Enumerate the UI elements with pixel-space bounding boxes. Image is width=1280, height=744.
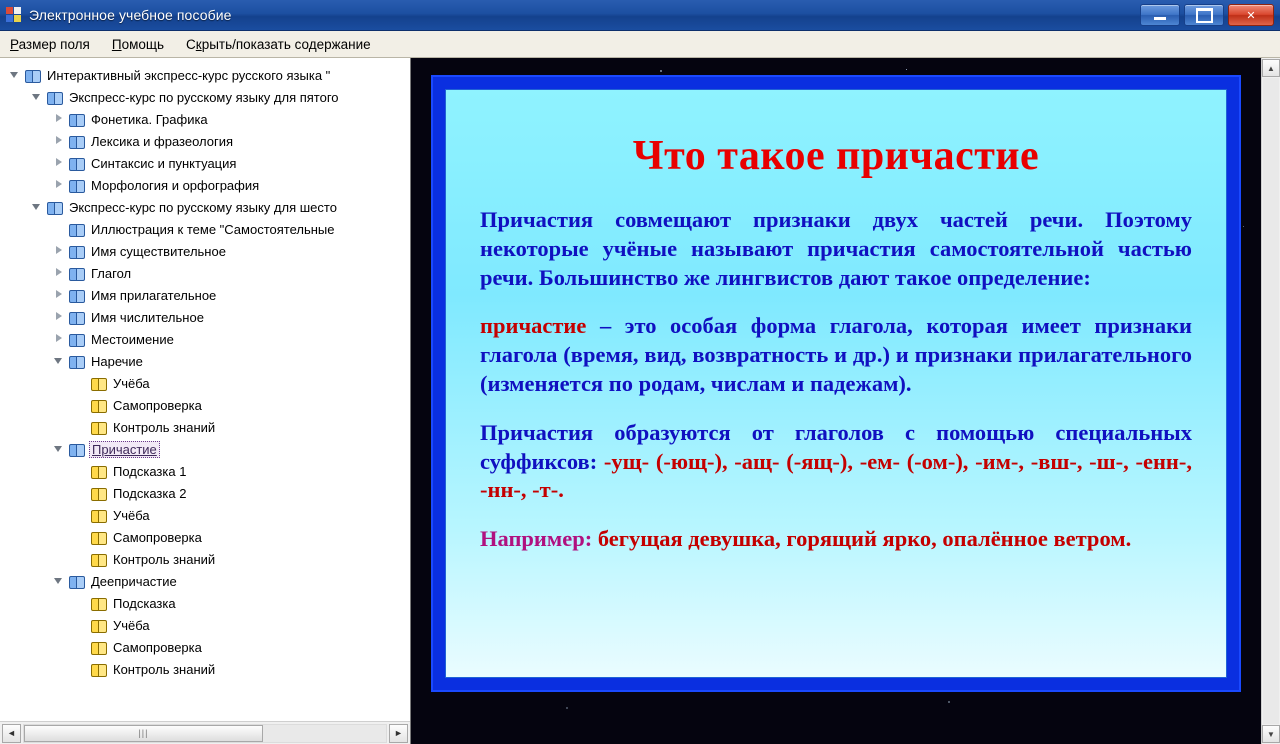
menu-item-help[interactable]: Помощь xyxy=(111,36,165,52)
window-vertical-scrollbar[interactable] xyxy=(1261,58,1280,744)
hscroll-thumb[interactable]: ||| xyxy=(24,725,263,742)
window-controls xyxy=(1140,4,1278,26)
tree-horizontal-scrollbar[interactable] xyxy=(0,721,410,744)
book-icon xyxy=(91,421,106,434)
tree-node-label: Имя прилагательное xyxy=(91,287,217,303)
close-icon: ✕ xyxy=(1246,8,1256,22)
vscroll-track[interactable] xyxy=(1263,78,1279,724)
tree-node-label: Синтаксис и пунктуация xyxy=(91,155,237,171)
slide-example-text: бегущая девушка, горящий ярко, опалённое ветром. xyxy=(592,526,1132,552)
book-icon xyxy=(69,157,84,170)
slide-paragraph-4 xyxy=(480,525,1192,554)
book-icon xyxy=(69,135,84,148)
book-icon xyxy=(69,179,84,192)
book-icon xyxy=(69,267,84,280)
expand-triangle-icon[interactable] xyxy=(54,180,65,191)
book-icon xyxy=(91,663,106,676)
close-button[interactable] xyxy=(1228,4,1274,26)
book-app-icon xyxy=(6,7,23,24)
expand-triangle-icon[interactable] xyxy=(54,158,65,169)
menu-item-field-size[interactable]: Размер поля xyxy=(10,36,90,52)
tree-node-label: Имя числительное xyxy=(91,309,204,325)
tree-node[interactable] xyxy=(0,460,410,482)
book-icon xyxy=(25,69,40,82)
star-dot xyxy=(660,70,662,72)
tree-node[interactable] xyxy=(0,86,410,108)
slide-paragraph-3 xyxy=(480,419,1192,505)
book-icon xyxy=(91,399,106,412)
tree-node[interactable] xyxy=(0,284,410,306)
star-dot xyxy=(906,69,907,70)
expand-triangle-icon[interactable] xyxy=(54,246,65,257)
slide-term-participle: причастие xyxy=(480,313,587,339)
book-icon xyxy=(69,289,84,302)
tree-node-label: Контроль знаний xyxy=(113,551,216,567)
book-icon xyxy=(91,619,106,632)
book-icon xyxy=(91,487,106,500)
tree-node[interactable] xyxy=(0,130,410,152)
tree-node-label: Лексика и фразеология xyxy=(91,133,234,149)
tree-node[interactable] xyxy=(0,262,410,284)
contents-tree[interactable] xyxy=(0,58,410,721)
slide-paragraph-2-rest: – это особая форма глагола, которая имеет признаки глагола (время, вид, возвратность и др.) и признаки прилагательного (изменяется по родам, числам и падежам). xyxy=(480,313,1192,396)
tree-node-label: Местоимение xyxy=(91,331,174,347)
tree-node-label: Самопроверка xyxy=(113,397,202,413)
tree-node[interactable] xyxy=(0,504,410,526)
tree-node-label: Учёба xyxy=(113,617,150,633)
tree-spacer xyxy=(76,598,87,609)
tree-node-label: Самопроверка xyxy=(113,529,202,545)
book-icon xyxy=(69,223,84,236)
book-icon xyxy=(91,597,106,610)
tree-spacer xyxy=(76,488,87,499)
star-dot xyxy=(566,707,568,709)
contents-tree-panel xyxy=(0,58,411,744)
book-icon xyxy=(69,333,84,346)
expand-triangle-icon[interactable] xyxy=(54,114,65,125)
scroll-up-button[interactable]: ▲ xyxy=(1262,59,1280,77)
slide-viewer xyxy=(411,58,1261,744)
book-icon xyxy=(69,113,84,126)
collapse-triangle-icon[interactable] xyxy=(54,444,65,455)
tree-node[interactable] xyxy=(0,196,410,218)
tree-node[interactable] xyxy=(0,218,410,240)
expand-triangle-icon[interactable] xyxy=(54,334,65,345)
expand-triangle-icon[interactable] xyxy=(54,268,65,279)
tree-node[interactable] xyxy=(0,526,410,548)
tree-node-label: Подсказка 1 xyxy=(113,463,187,479)
collapse-triangle-icon[interactable] xyxy=(32,202,43,213)
book-icon xyxy=(47,91,62,104)
tree-node[interactable] xyxy=(0,394,410,416)
tree-node[interactable] xyxy=(0,328,410,350)
tree-spacer xyxy=(76,378,87,389)
book-icon xyxy=(69,575,84,588)
tree-node[interactable] xyxy=(0,372,410,394)
book-icon xyxy=(69,311,84,324)
hscroll-track[interactable] xyxy=(23,724,387,743)
title-bar xyxy=(0,0,1280,31)
tree-node-label: Экспресс-курс по русскому языку для пятого xyxy=(69,89,339,105)
collapse-triangle-icon[interactable] xyxy=(10,70,21,81)
tree-node-label: Глагол xyxy=(91,265,132,281)
star-dot xyxy=(948,701,950,703)
slide-example-label: Например: xyxy=(480,526,593,552)
maximize-icon xyxy=(1196,8,1213,23)
book-icon xyxy=(69,245,84,258)
maximize-button[interactable] xyxy=(1184,4,1224,26)
tree-node-label: Интерактивный экспресс-курс русского языка " xyxy=(47,67,331,83)
tree-spacer xyxy=(76,642,87,653)
expand-triangle-icon[interactable] xyxy=(54,312,65,323)
tree-node[interactable] xyxy=(0,548,410,570)
tree-node[interactable] xyxy=(0,482,410,504)
menu-bar xyxy=(0,31,1280,58)
slide-suffix-list: -ущ- (-ющ-), -ащ- (-ящ-), -ем- (-ом-), -им-, -вш-, -ш-, -енн-, -нн-, -т-. xyxy=(480,448,1193,503)
tree-node-label: Самопроверка xyxy=(113,639,202,655)
tree-node[interactable] xyxy=(0,350,410,372)
slide-paragraph-2 xyxy=(480,312,1192,398)
tree-node-label: Фонетика. Графика xyxy=(91,111,208,127)
tree-node-label: Контроль знаний xyxy=(113,661,216,677)
tree-spacer xyxy=(76,532,87,543)
tree-node[interactable] xyxy=(0,108,410,130)
tree-spacer xyxy=(76,620,87,631)
menu-item-toggle-contents[interactable]: Скрыть/показать содержание xyxy=(186,36,371,52)
window-title: Электронное учебное пособие xyxy=(29,7,232,23)
slide-paragraph-1: Причастия совмещают признаки двух частей речи. Поэтому некоторые учёные называют причастия самостоятельной частью речи. Большинство же лингвистов дают такое определение: xyxy=(480,207,1192,290)
expand-triangle-icon[interactable] xyxy=(54,136,65,147)
tree-node[interactable] xyxy=(0,570,410,592)
slide-title: Что такое причастие xyxy=(632,133,1040,179)
book-icon xyxy=(69,443,84,456)
main-body xyxy=(0,58,1280,744)
tree-node[interactable] xyxy=(0,636,410,658)
tree-node-label: Наречие xyxy=(91,353,143,369)
tree-node-label: Морфология и орфография xyxy=(91,177,260,193)
scroll-down-button[interactable]: ▼ xyxy=(1262,725,1280,743)
collapse-triangle-icon[interactable] xyxy=(32,92,43,103)
tree-node[interactable] xyxy=(0,152,410,174)
book-icon xyxy=(91,377,106,390)
tree-node-label: Имя существительное xyxy=(91,243,226,259)
tree-spacer xyxy=(54,224,65,235)
slide-content xyxy=(445,89,1227,678)
tree-node[interactable] xyxy=(0,438,410,460)
tree-spacer xyxy=(76,510,87,521)
tree-spacer xyxy=(76,466,87,477)
tree-node[interactable] xyxy=(0,64,410,86)
star-dot xyxy=(1243,226,1244,227)
tree-spacer xyxy=(76,422,87,433)
tree-node-label: Экспресс-курс по русскому языку для шесто xyxy=(69,199,337,215)
tree-node[interactable] xyxy=(0,174,410,196)
tree-node-label: Иллюстрация к теме "Самостоятельные xyxy=(91,221,335,237)
tree-node[interactable] xyxy=(0,306,410,328)
slide-frame xyxy=(431,75,1241,692)
book-icon xyxy=(69,355,84,368)
tree-node[interactable] xyxy=(0,240,410,262)
scroll-left-button[interactable]: ◄ xyxy=(2,724,21,743)
minimize-button[interactable] xyxy=(1140,4,1180,26)
collapse-triangle-icon[interactable] xyxy=(54,576,65,587)
book-icon xyxy=(91,553,106,566)
tree-node[interactable] xyxy=(0,658,410,680)
collapse-triangle-icon[interactable] xyxy=(54,356,65,367)
expand-triangle-icon[interactable] xyxy=(54,290,65,301)
tree-node[interactable] xyxy=(0,592,410,614)
tree-spacer xyxy=(76,400,87,411)
scroll-right-button[interactable]: ► xyxy=(389,724,408,743)
tree-node-label: Контроль знаний xyxy=(113,419,216,435)
slide-paragraph-3-lead: Причастия образуются от глаголов с помощью специальных суффиксов: xyxy=(480,419,1192,474)
tree-node-label: Учёба xyxy=(113,375,150,391)
tree-node[interactable] xyxy=(0,614,410,636)
book-icon xyxy=(91,641,106,654)
tree-node-label: Подсказка xyxy=(113,595,176,611)
book-icon xyxy=(91,531,106,544)
tree-node-label: Учёба xyxy=(113,507,150,523)
book-icon xyxy=(47,201,62,214)
tree-node-label: Причастие xyxy=(89,441,160,458)
tree-spacer xyxy=(76,554,87,565)
tree-node-label: Подсказка 2 xyxy=(113,485,187,501)
tree-spacer xyxy=(76,664,87,675)
tree-node-label: Деепричастие xyxy=(91,573,177,589)
tree-node[interactable] xyxy=(0,416,410,438)
book-icon xyxy=(91,509,106,522)
minimize-icon xyxy=(1154,17,1166,20)
book-icon xyxy=(91,465,106,478)
